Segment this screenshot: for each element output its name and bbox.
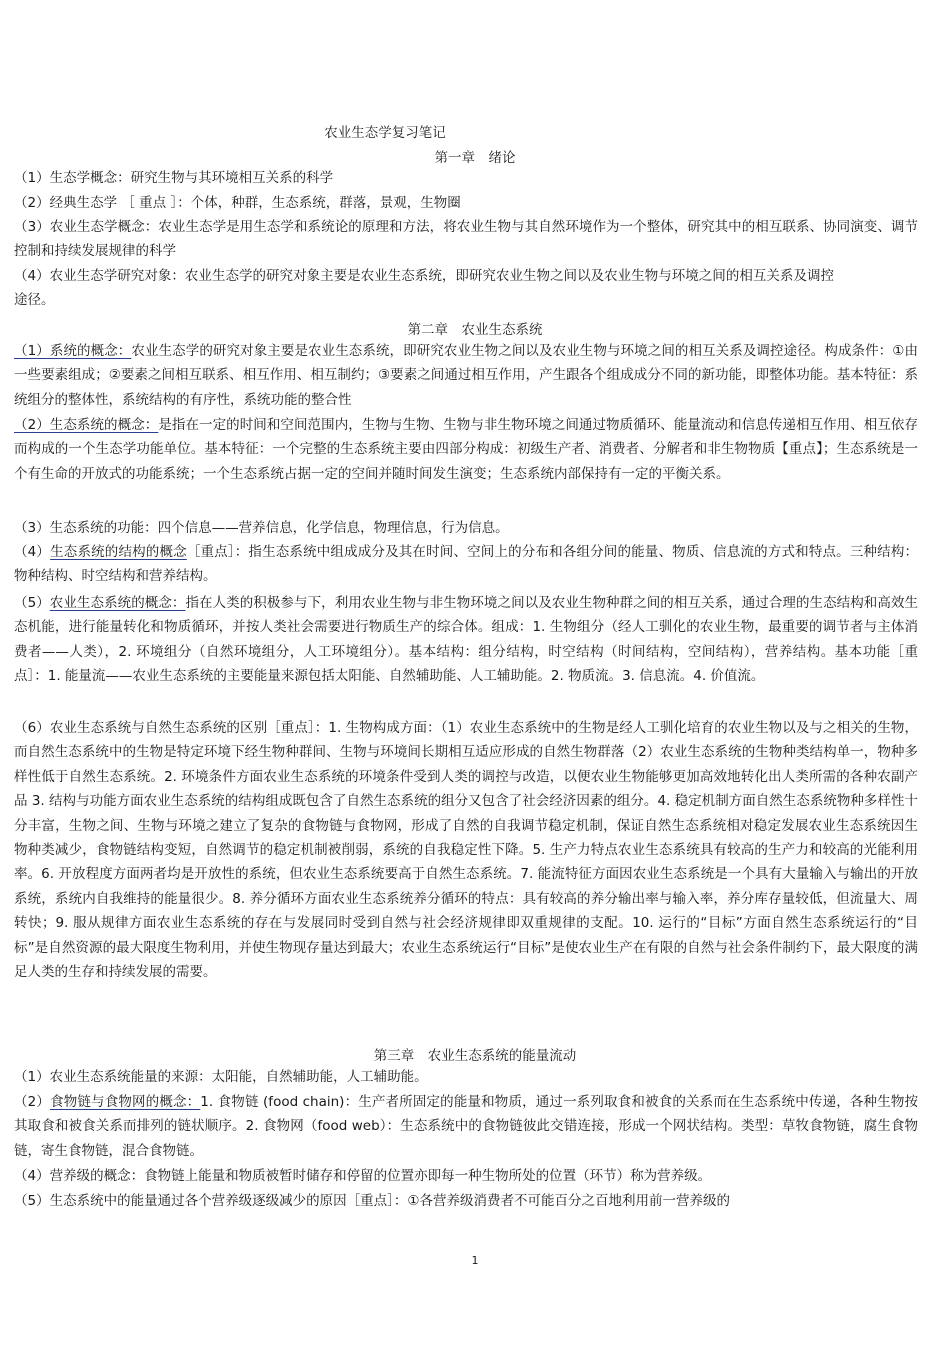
ch3-para-1: （1）农业生态系统能量的来源：太阳能，自然辅助能，人工辅助能。 (14, 1069, 428, 1085)
page-number: 1 (471, 1254, 479, 1267)
ch2-para-1-body: 农业生态学的研究对象主要是农业生态系统，即研究农业生物之间以及农业生物与环境之间的相互关系及调控途径。构成条件：①由一些要素组成；②要素之间相互联系、相互作用、相互制约；③要素之间通过相互作用，产生跟各个组成成分不同的新功能，即整体功能。基本特征：系统组分的整体性，系统结构的有序性，系统功能的整合性 (14, 343, 918, 408)
ch2-para-2 (14, 413, 918, 486)
ch2-para-2-body: 是指在一定的时间和空间范围内，生物与生物、生物与非生物环境之间通过物质循环、能量流动和信息传递相互作用、相互依存而构成的一个生态学功能单位。基本特征：一个完整的生态系统主要由四部分构成：初级生产者、消费者、分解者和非生物物质【重点】；生态系统是一个有生命的开放式的功能系统；一个生态系统占据一定的空间并随时间发生演变；生态系统内部保持有一定的平衡关系。 (14, 417, 918, 482)
ch2-para-5-heading: 农业生态系统的概念： (49, 595, 186, 611)
ch3-para-2-number: （2） (14, 1094, 51, 1110)
ch2-para-2-heading: （2）生态系统的概念： (14, 417, 159, 433)
chapter-1-title: 第一章 绪论 (434, 150, 516, 166)
ch3-para-2 (14, 1090, 918, 1163)
ch2-para-5-body: 指在人类的积极参与下，利用农业生物与非生物环境之间以及农业生物种群之间的相互关系，通过合理的生态结构和高效生态机能，进行能量转化和物质循环，并按人类社会需要进行物质生产的综合体。组成：1. 生物组分（经人工驯化的农业生物，最重要的调节者与主体消费者——人类），2. 环境组分（自然环境组分，人工环境组分）。基本结构：组分结构，时空结构（时间结构，空间结构），营养结构。基本功能［重点］：1. 能量流——农业生态系统的主要能量来源包括太阳能、自然辅助能、人工辅助能。2. 物质流。3. 信息流。4. 价值流。 (14, 595, 919, 685)
ch3-para-2-body: 1. 食物链 (food chain)：生产者所固定的能量和物质，通过一系列取食和被食的关系而在生态系统中传递，各种生物按其取食和被食关系而排列的链状顺序。2. 食物网（food web）：生态系统中的食物链彼此交错连接，形成一个网状结构。类型：草牧食物链，腐生食物链，寄生食物链，混合食物链。 (14, 1094, 919, 1159)
ch2-para-4-heading: 生态系统的结构的概念 (50, 544, 187, 560)
ch1-para-4: （4）农业生态学研究对象：农业生态学的研究对象主要是农业生态系统，即研究农业生物之间以及农业生物与环境之间的相互关系及调控途径。 (14, 268, 834, 309)
ch3-para-5: （5）生态系统中的能量通过各个营养级逐级减少的原因［重点］：①各营养级消费者不可能百分之百地利用前一营养级的 (14, 1193, 730, 1209)
ch3-para-4: （4）营养级的概念：食物链上能量和物质被暂时储存和停留的位置亦即每一种生物所处的位置（环节）称为营养级。 (14, 1168, 712, 1184)
ch2-para-3: （3）生态系统的功能：四个信息——营养信息，化学信息，物理信息，行为信息。 (14, 520, 509, 536)
document-title: 农业生态学复习笔记 (324, 125, 446, 141)
ch2-para-4-body: ［重点］：指生态系统中组成成分及其在时间、空间上的分布和各组分间的能量、物质、信息流的方式和特点。三种结构：物种结构、时空结构和营养结构。 (14, 544, 919, 585)
ch3-para-2-heading: 食物链与食物网的概念： (50, 1094, 201, 1110)
chapter-3-title: 第三章 农业生态系统的能量流动 (373, 1048, 577, 1064)
chapter-2-title: 第二章 农业生态系统 (407, 322, 543, 338)
ch2-para-6: （6）农业生态系统与自然生态系统的区别［重点］：1. 生物构成方面：（1）农业生态系统中的生物是经人工驯化培育的农业生物以及与之相关的生物，而自然生态系统中的生物是特定环境下经生物种群间、生物与环境间长期相互适应形成的自然生物群落（2）农业生态系统的生物种类结构单一，物种多样性低于自然生态系统。2. 环境条件方面农业生态系统的环境条件受到人类的调控与改造，以便农业生物能够更加高效地转化出人类所需的各种农副产品 3. 结构与功能方面农业生态系统的结构组成既包含了自然生态系统的组分又包含了社会经济因素的组分。4. 稳定机制方面自然生态系统物种多样性十分丰富，生物之间、生物与环境之建立了复杂的食物链与食物网，形成了自然的自我调节稳定机制，保证自然生态系统相对稳定发展农业生态系统因生物种类减少，食物链结构变短，自然调节的稳定机制被削弱，系统的自我稳定性下降。5. 生产力特点农业生态系统具有较高的生产力和较高的光能利用率。6. 开放程度方面两者均是开放性的系统，但农业生态系统要高于自然生态系统。7. 能流特征方面因农业生态系统是一个具有大量输入与输出的开放系统，系统内自我维持的能量很少。8. 养分循环方面农业生态系统养分循环的特点：具有较高的养分输出率与输入率，养分库存量较低，但流量大、周转快；9. 服从规律方面农业生态系统的存在与发展同时受到自然与社会经济规律即双重规律的支配。10. 运行的“目标”方面自然生态系统运行的“目标”是自然资源的最大限度生物利用，并使生物现存量达到最大；农业生态系统运行“目标”是使农业生产在有限的自然与社会条件制约下，最大限度的满足人类的生存和持续发展的需要。 (14, 720, 918, 981)
ch2-para-4-number: （4） (14, 544, 51, 560)
ch2-para-4 (14, 540, 918, 589)
ch1-para-1: （1）生态学概念：研究生物与其环境相互关系的科学 (14, 170, 334, 186)
ch1-para-2: （2）经典生态学 ［ 重点 ］：个体，种群，生态系统，群落，景观，生物圈 (14, 195, 461, 211)
ch2-para-5 (14, 591, 918, 689)
ch2-para-1 (14, 339, 918, 412)
ch2-para-1-heading: （1）系统的概念： (14, 343, 132, 359)
ch1-para-3: （3）农业生态学概念：农业生态学是用生态学和系统论的原理和方法，将农业生物与其自然环境作为一个整体，研究其中的相互联系、协同演变、调节控制和持续发展规律的科学 (14, 219, 918, 260)
ch2-para-5-number: （5） (14, 595, 50, 611)
